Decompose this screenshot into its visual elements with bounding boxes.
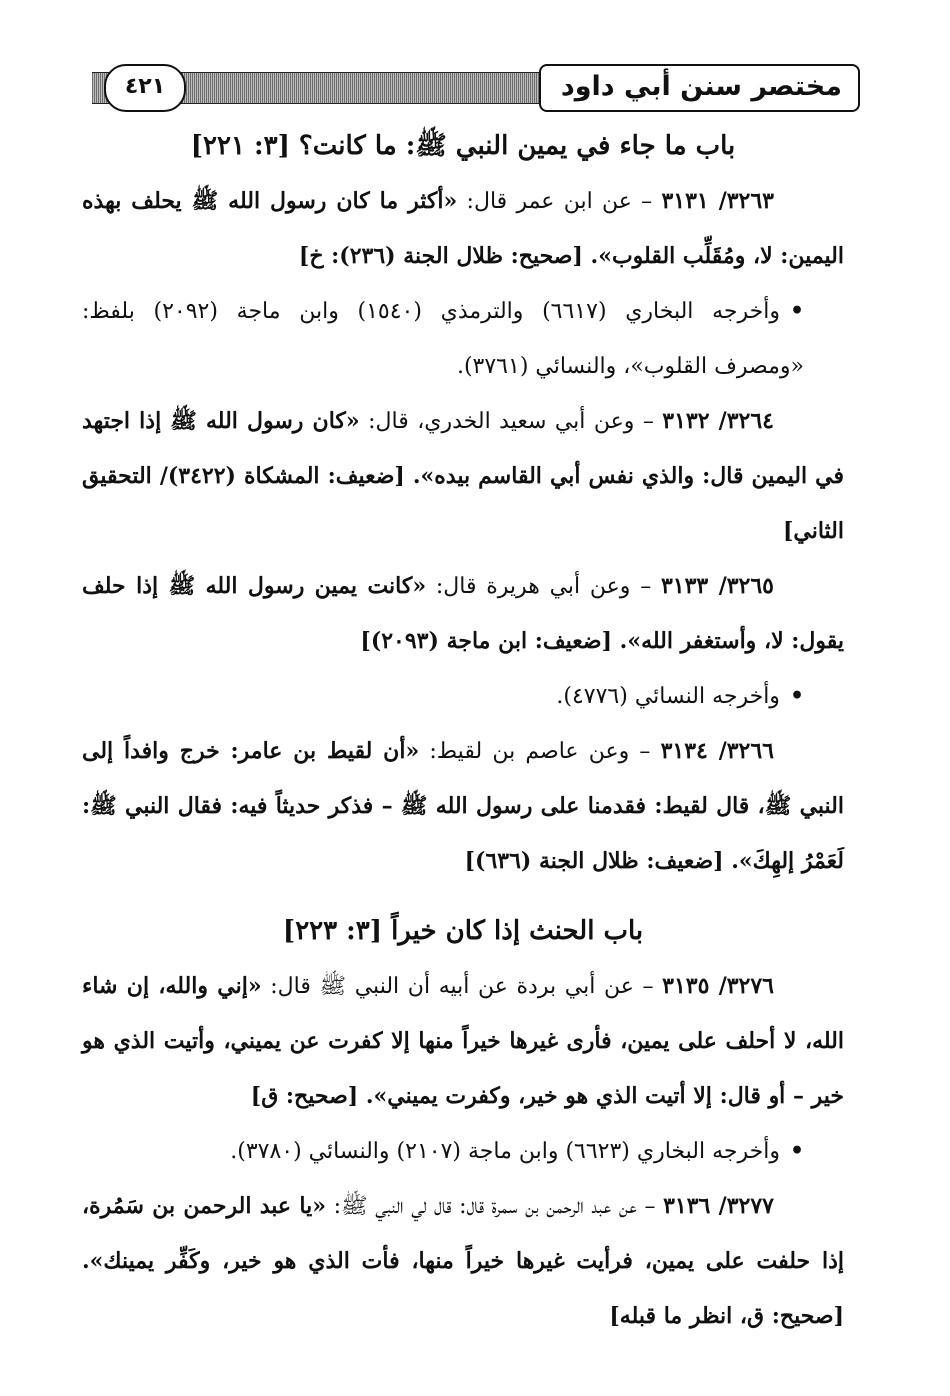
hadith-isnad: – عن ابن عمر قال: xyxy=(457,189,662,214)
chapter-title: باب ما جاء في يمين النبي ﷺ: ما كانت؟ [٣: ٢٢١] xyxy=(190,131,736,161)
hadith-isnad: – وعن عاصم بن لقيط: xyxy=(419,739,661,764)
hadith-number: ٣٢٧٧/ ٣١٣٦ xyxy=(663,1193,774,1219)
hadith-entry xyxy=(82,174,844,284)
bullet-icon: • xyxy=(789,298,805,324)
hadith-entry xyxy=(82,724,844,889)
hadith-grade: [ضعيف: ظلال الجنة (٦٣٦)] xyxy=(464,848,732,874)
hadith-number: ٣٢٧٦/ ٣١٣٥ xyxy=(662,973,774,999)
hadith-isnad: – عن أبي بردة عن أبيه أن النبي ﷺ قال: xyxy=(261,974,663,999)
hadith-text: «يا عبد الرحمن بن سَمُرة، إذا حلفت على يمين، فرأيت غيرها خيراً منها، فأت الذي هو خير، وكَفِّر يمينك». xyxy=(82,1193,845,1274)
hadith-number: ٣٢٦٥/ ٣١٣٣ xyxy=(660,573,774,599)
hadith-grade: [صحيح: ق، انظر ما قبله] xyxy=(609,1303,844,1329)
hadith-grade: [صحيح: ق] xyxy=(250,1083,366,1109)
hadith-text: «إني والله، إن شاء الله، لا أحلف على يمين، فأرى غيرها خيراً منها إلا كفرت عن يميني، وأتيت الذي هو خير – أو قال: إلا أتيت الذي هو خير، وكفرت يميني». xyxy=(82,973,844,1109)
takhrij-text: وأخرجه البخاري (٦٦١٧) والترمذي (١٥٤٠) وابن ماجة (٢٠٩٢) بلفظ: «ومصرف القلوب»، والنسائي (٣٧٦١). xyxy=(82,299,804,379)
chapter-title: باب الحنث إذا كان خيراً [٣: ٢٢٣] xyxy=(282,916,644,946)
hadith-text: «أن لقيط بن عامر: خرج وافداً إلى النبي ﷺ، قال لقيط: فقدمنا على رسول الله ﷺ – فذكر حديثاً فيه: فقال النبي ﷺ: لَعَمْرُ إلهِكَ». xyxy=(82,738,844,874)
takhrij-note xyxy=(82,669,844,724)
bullet-icon: • xyxy=(789,683,804,709)
hadith-entry xyxy=(82,394,844,559)
hadith-grade: [صحيح: ظلال الجنة (٢٣٦): خ] xyxy=(298,243,591,269)
hadith-entry xyxy=(82,1179,844,1344)
page-content xyxy=(82,118,844,1344)
takhrij-text: وأخرجه البخاري (٦٦٢٣) وابن ماجة (٢١٠٧) والنسائي (٣٧٨٠). xyxy=(230,1139,780,1164)
hadith-isnad: – وعن أبي سعيد الخدري، قال: xyxy=(359,409,663,434)
hadith-text: «كانت يمين رسول الله ﷺ إذا حلف يقول: لا، وأستغفر الله». xyxy=(82,573,844,654)
hadith-number: ٣٢٦٦/ ٣١٣٤ xyxy=(660,738,774,764)
hadith-text: «كان رسول الله ﷺ إذا اجتهد في اليمين قال: والذي نفس أبي القاسم بيده». xyxy=(82,408,844,489)
bullet-icon: • xyxy=(789,1138,804,1164)
book-title: مختصر سنن أبي داود xyxy=(539,64,860,112)
hadith-text: «أكثر ما كان رسول الله ﷺ يحلف بهذه اليمين: لا، ومُقَلِّب القلوب». xyxy=(82,188,844,269)
hadith-entry xyxy=(82,559,844,669)
hadith-number: ٣٢٦٣/ ٣١٣١ xyxy=(661,188,774,214)
hadith-isnad: – وعن أبي هريرة قال: xyxy=(426,574,661,599)
takhrij-note xyxy=(82,1124,844,1179)
running-header xyxy=(92,66,860,114)
hadith-number: ٣٢٦٤/ ٣١٣٢ xyxy=(662,408,774,434)
hadith-isnad: – عن عبد الرحمن بن سمرة قال: قال لي النبي ﷺ: xyxy=(325,1194,664,1219)
hadith-grade: [ضعيف: المشكاة (٣٤٢٢)/ التحقيق الثاني] xyxy=(82,463,844,544)
page-number: ٤٢١ xyxy=(104,64,186,112)
takhrij-note xyxy=(82,284,844,394)
hadith-entry xyxy=(82,959,844,1124)
hadith-grade: [ضعيف: ابن ماجة (٢٠٩٣)] xyxy=(360,628,620,654)
takhrij-text: وأخرجه النسائي (٤٧٧٦). xyxy=(556,684,780,709)
